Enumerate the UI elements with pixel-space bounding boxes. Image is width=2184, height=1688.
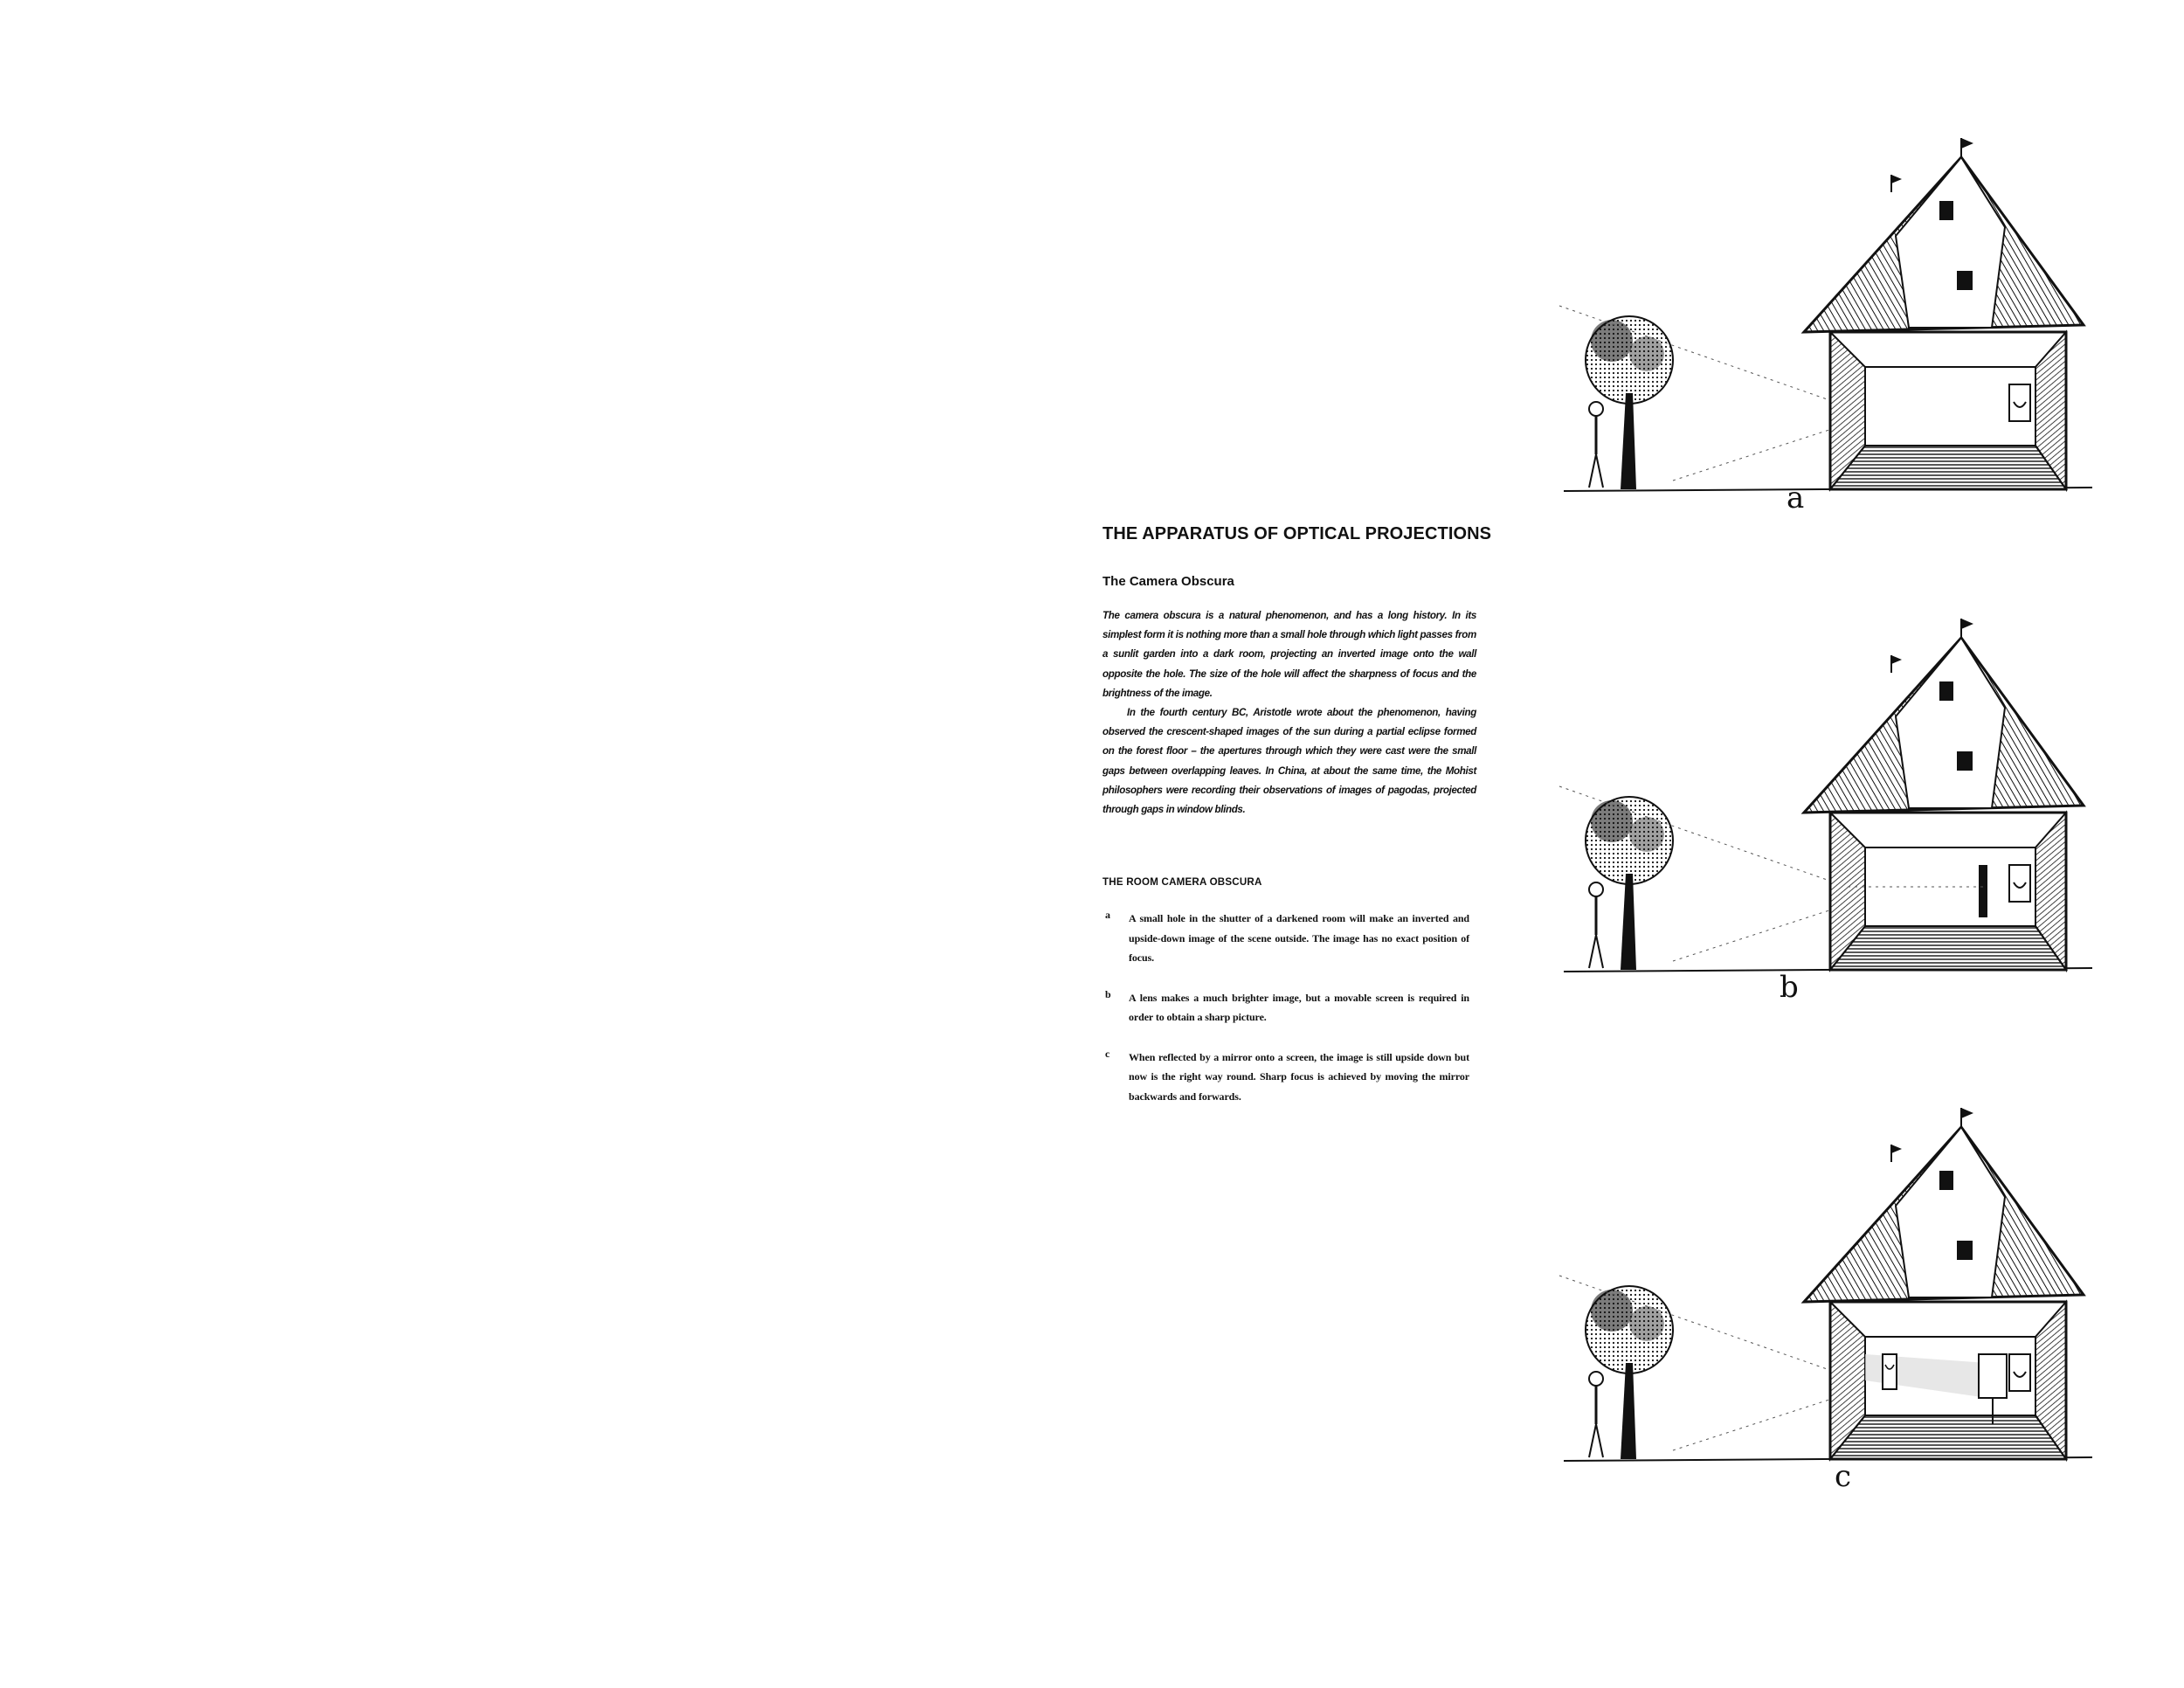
- intro-paragraph: The camera obscura is a natural phenomenon, and has a long history. In its simplest form it is nothing more than a small hole through which light passes from a sunlit garden into a dark room, projecting an inverted image onto the wall opposite the hole. The size of the hole will affect the sharpness of focus and the brightness of the image.: [1102, 610, 1476, 699]
- intro-text: [1102, 606, 1476, 820]
- item-letter: b: [1105, 987, 1111, 1000]
- camera-obscura-lens-drawing: [1551, 612, 2110, 987]
- item-letter: c: [1105, 1047, 1110, 1060]
- item-list: [1102, 909, 1469, 1126]
- camera-obscura-room-drawing: [1551, 131, 2110, 507]
- item-letter: a: [1105, 909, 1110, 921]
- subheading: THE ROOM CAMERA OBSCURA: [1102, 876, 1262, 888]
- figure-label: c: [1835, 1459, 1852, 1494]
- item-text: A small hole in the shutter of a darkened room will make an inverted and upside-down image of the scene outside. The image has no exact position of focus.: [1129, 912, 1469, 964]
- item-text: When reflected by a mirror onto a screen, the image is still upside down but now is the right way round. Sharp focus is achieved by moving the mirror backwards and forwards.: [1129, 1050, 1469, 1103]
- illustration-a: [1551, 131, 2110, 515]
- list-item: [1102, 988, 1469, 1027]
- illustration-b: [1551, 612, 2110, 1005]
- list-item: [1102, 909, 1469, 968]
- figure-label: b: [1780, 970, 1799, 1005]
- intro-paragraph: In the fourth century BC, Aristotle wrote about the phenomenon, having observed the crescent-shaped images of the sun during a partial eclipse formed on the forest floor – the apertures through which they were cast were the small gaps between overlapping leaves. In China, at about the same time, the Mohist philosophers were recording their observations of images of pagodas, projected through gaps in window blinds.: [1102, 707, 1476, 816]
- camera-obscura-mirror-drawing: [1551, 1101, 2110, 1477]
- section-title: The Camera Obscura: [1102, 574, 1234, 589]
- illustration-c: [1551, 1101, 2110, 1503]
- list-item: [1102, 1048, 1469, 1107]
- item-text: A lens makes a much brighter image, but a movable screen is required in order to obtain a sharp picture.: [1129, 991, 1469, 1023]
- figure-label: a: [1787, 481, 1805, 515]
- page-title: THE APPARATUS OF OPTICAL PROJECTIONS: [1102, 524, 1492, 543]
